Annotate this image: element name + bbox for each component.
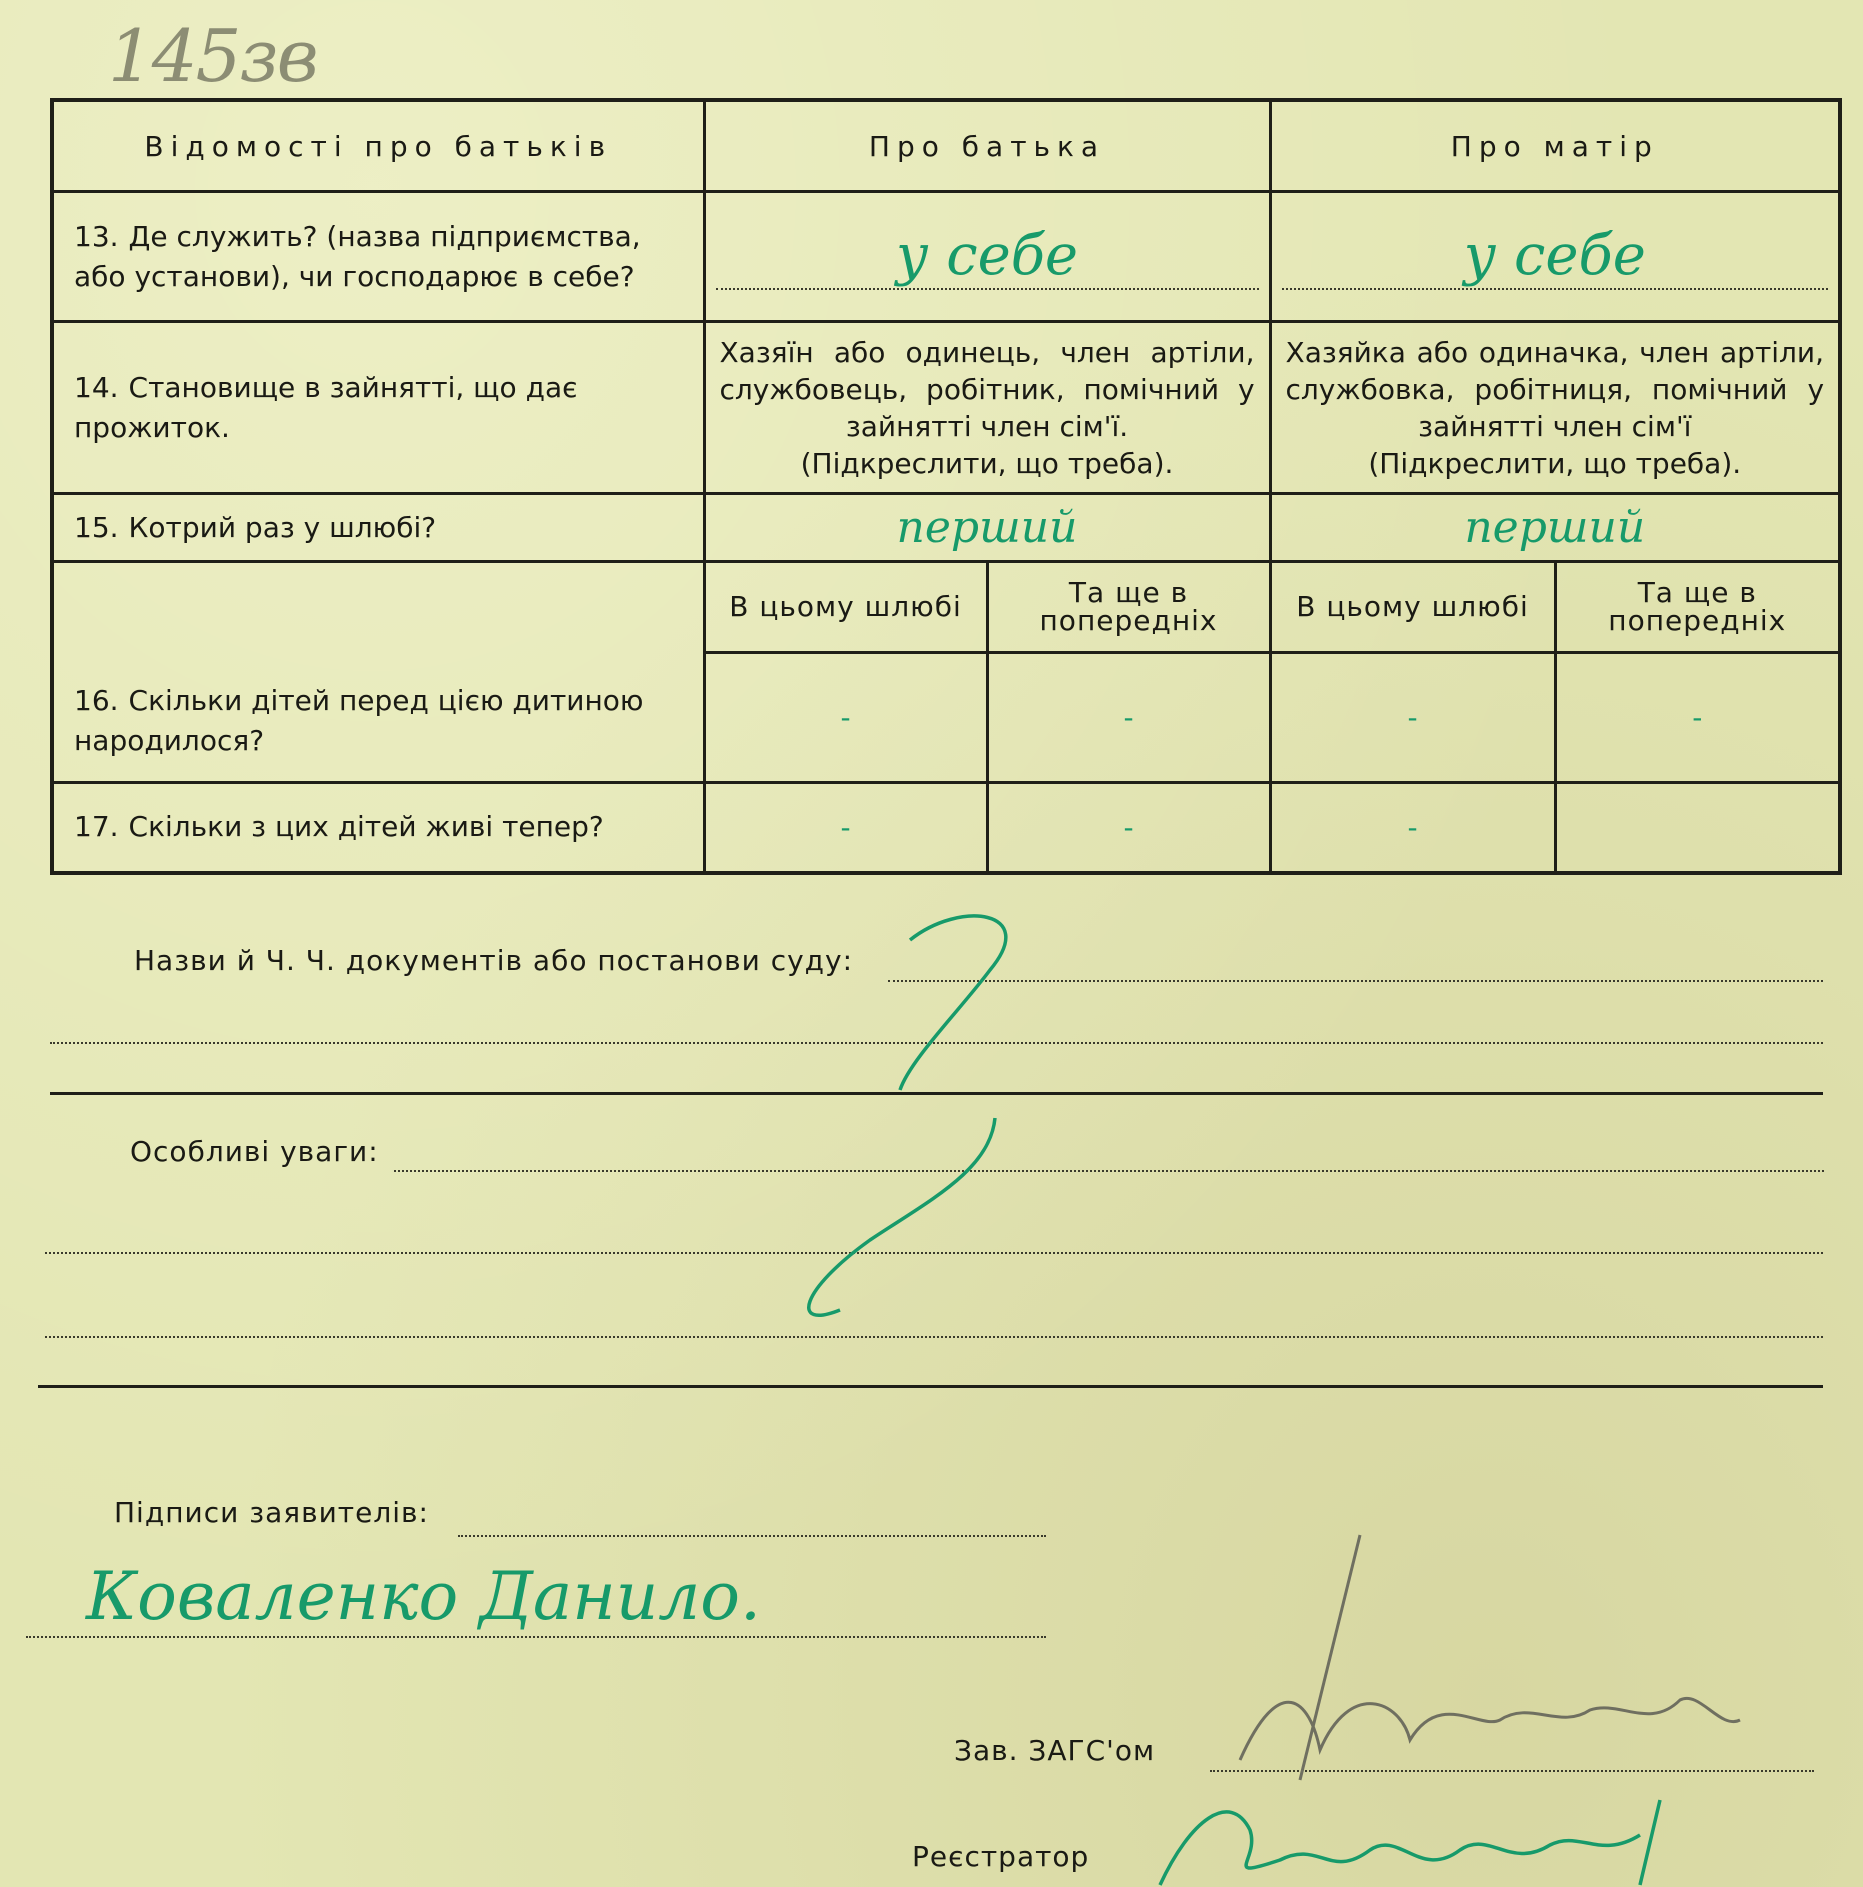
empty-notes-strike-mark [780, 1110, 1020, 1330]
q17-text: Скільки з цих дітей живі тепер? [128, 810, 604, 844]
notes-dotline-1 [394, 1170, 1824, 1172]
q17-father-this: - [704, 783, 987, 873]
q15-father-cell [704, 494, 1270, 562]
notes-dotline-3 [45, 1336, 1823, 1338]
signatures-label: Підписи заявителів: [114, 1496, 429, 1529]
notes-rule [38, 1385, 1823, 1388]
q14-mother-hint: (Підкреслити, що треба). [1368, 446, 1742, 480]
q17-father-prev: - [987, 783, 1270, 873]
header-mother: Про матір [1270, 100, 1840, 192]
signatures-dotline-2 [26, 1636, 1046, 1638]
header-father: Про батька [704, 100, 1270, 192]
registrar-signature-mark [1130, 1790, 1690, 1887]
q14-father-options: Хазяїн або одинець, член артіли, службовець, робітник, помічний у зайнятті член сім'ї. [719, 335, 1255, 443]
q14-mother-cell [1270, 322, 1840, 494]
q14-mother-options: Хазяйка або одиначка, член артіли, службовка, робітниця, помічний у зайнятті член сім'ї [1285, 335, 1825, 443]
q13-label [52, 192, 704, 322]
q13-number: 13. [74, 219, 119, 253]
head-signature-mark [1200, 1530, 1760, 1790]
q17-mother-prev [1555, 783, 1840, 873]
q14-text: Становище в зайнятті, що дає прожиток. [74, 370, 578, 444]
q15-number: 15. [74, 510, 119, 544]
q15-label [52, 494, 704, 562]
q13-text: Де служить? (назва підприємства, або установи), чи господарює в себе? [74, 219, 641, 293]
q15-mother-cell [1270, 494, 1840, 562]
signatures-dotline-1 [458, 1535, 1046, 1537]
q16-number: 16. [74, 684, 119, 717]
q16-text: Скільки дітей перед цією дитиною народилося? [74, 684, 644, 757]
q13-mother-cell [1270, 192, 1840, 322]
q15-text: Котрий раз у шлюбі? [128, 510, 437, 544]
q17-number: 17. [74, 810, 119, 844]
q14-father-cell [704, 322, 1270, 494]
notes-label: Особливі уваги: [130, 1135, 379, 1168]
q17-mother-this: - [1270, 783, 1555, 873]
header-parents-info: Відомості про батьків [52, 100, 704, 192]
q16-mother-prev: - [1555, 653, 1840, 783]
parents-info-table [50, 98, 1842, 875]
subheader-father-previous: Та ще в попередніх [987, 562, 1270, 653]
registrar-label: Реєстратор [912, 1840, 1090, 1873]
applicant-signature: Коваленко Данило. [86, 1558, 761, 1635]
documents-label: Назви й Ч. Ч. документів або постанови суду: [134, 944, 854, 977]
q16-father-this: - [704, 653, 987, 783]
q16-label [52, 562, 704, 783]
q15-father-answer: перший [896, 502, 1078, 553]
q13-father-cell [704, 192, 1270, 322]
subheader-father-this-marriage: В цьому шлюбі [704, 562, 987, 653]
q14-father-hint: (Підкреслити, що треба). [800, 446, 1174, 480]
q17-label [52, 783, 704, 873]
subheader-mother-previous: Та ще в попередніх [1555, 562, 1840, 653]
q14-label [52, 322, 704, 494]
q16-father-prev: - [987, 653, 1270, 783]
archive-number: 145зв [108, 14, 317, 98]
q14-number: 14. [74, 370, 119, 404]
q13-mother-answer: у себе [1282, 223, 1829, 290]
q13-father-answer: у себе [716, 223, 1259, 290]
subheader-mother-this-marriage: В цьому шлюбі [1270, 562, 1555, 653]
head-label: Зав. ЗАГС'ом [954, 1734, 1156, 1767]
q16-mother-this: - [1270, 653, 1555, 783]
empty-field-strike-mark [880, 900, 1080, 1100]
q15-mother-answer: перший [1464, 502, 1646, 553]
